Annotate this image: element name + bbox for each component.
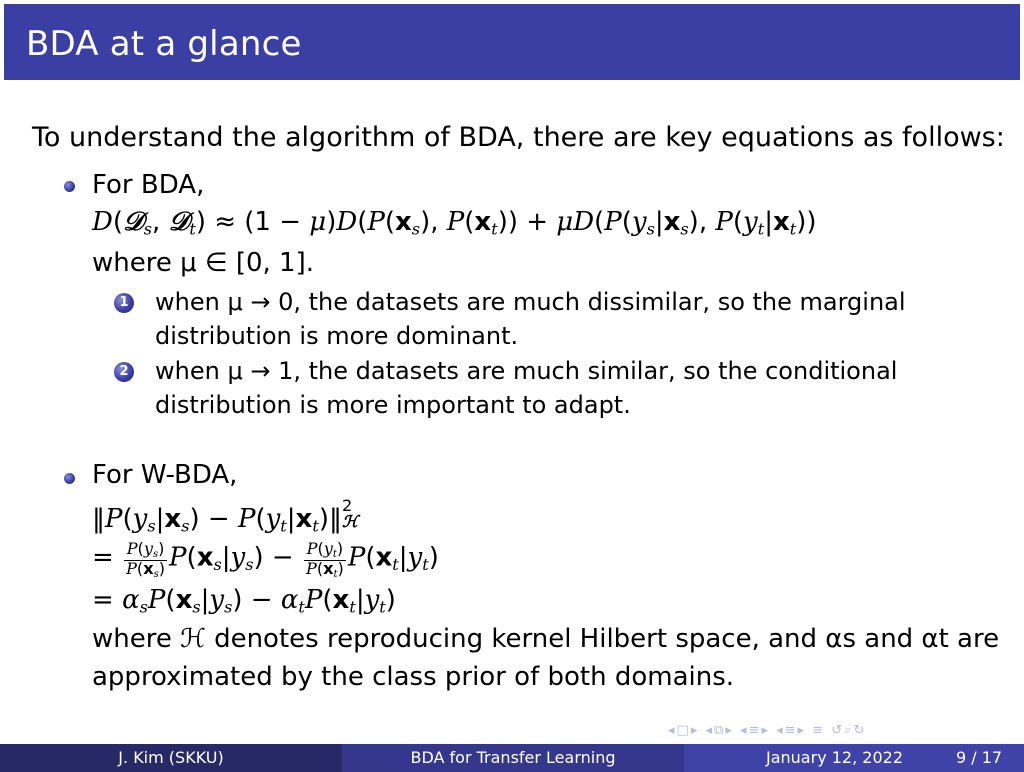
bullet2-head: For W-BDA, [92,460,238,490]
footer-right [684,744,1024,772]
footer-date: January 12, 2022 [766,748,903,767]
item2-line2: distribution is more important to adapt. [155,391,631,419]
bullet-icon [64,181,75,192]
intro-text: To understand the algorithm of BDA, there are key equations as follows: [32,122,1005,153]
footer-page-number: 9 / 17 [956,748,1003,767]
next-subsection-icon[interactable]: ▸ [725,723,734,738]
item1-line1: when μ → 0, the datasets are much dissimilar, so the marginal [155,288,906,316]
bullet-icon [64,473,75,484]
footer [0,744,1024,772]
section-icon[interactable]: ≡ [748,723,762,738]
item-number-2: 2 [114,362,134,382]
item-number-1: 1 [114,293,134,313]
next-frame-icon[interactable]: ▸ [690,723,700,738]
frame-icon[interactable]: □ [676,723,691,738]
next-document-icon[interactable]: ▸ [797,723,807,738]
wbda-where-line2: approximated by the class prior of both domains. [92,662,735,692]
wbda-where-line1: where ℋ denotes reproducing kernel Hilbert space, and αs and αt are [92,624,1000,654]
outline-icon[interactable]: ≡ [812,723,826,738]
wbda-alpha-equation: = $\alpha_sP(x_s|y_s) - \alpha_tP(x_t|y_t)$ [92,585,396,617]
footer-talk-title: BDA for Transfer Learning [342,744,684,772]
prev-subsection-icon[interactable]: ◂ [705,723,715,738]
bda-equation: D(𝒟$_s$, 𝒟$_t$) ≈ $(1 - \mu)D(P(x_s)$, $P(x_t)) + \mu D(P(y_s|x_s)$, $P(y_t|x_t)$) [92,207,817,239]
navigation-bar [668,723,866,738]
slide-title: BDA at a glance [26,24,302,64]
item1-line2: distribution is more dominant. [155,322,519,350]
wbda-ratio-equation: = $\frac{P(y_s)}{P(x_s)}$ $P(x_s|y_s)$ − $\frac{P(y_t)}{P(x_t)}$ $P(x_t|y_t)$ [92,539,439,581]
subsection-icon[interactable]: ⧉ [714,723,726,738]
wbda-norm-equation: $‖P(y_s|x_s)$ − $P(y_t|x_t)‖$ 2 ℋ [92,496,358,536]
search-back-icon[interactable]: ↺ [831,723,845,738]
next-section-icon[interactable]: ▸ [761,723,770,738]
document-icon[interactable]: ≡ [784,723,798,738]
prev-document-icon[interactable]: ◂ [776,723,785,738]
prev-section-icon[interactable]: ◂ [740,723,749,738]
bullet1-head: For BDA, [92,170,205,200]
prev-frame-icon[interactable]: ◂ [668,723,677,738]
item2-line1: when μ → 1, the datasets are much similar, so the conditional [155,357,898,385]
search-icon[interactable]: ⌕ [844,723,854,738]
bda-where: where μ ∈ [0, 1]. [92,248,315,278]
search-forward-icon[interactable]: ↻ [853,723,867,738]
footer-author: J. Kim (SKKU) [0,744,342,772]
